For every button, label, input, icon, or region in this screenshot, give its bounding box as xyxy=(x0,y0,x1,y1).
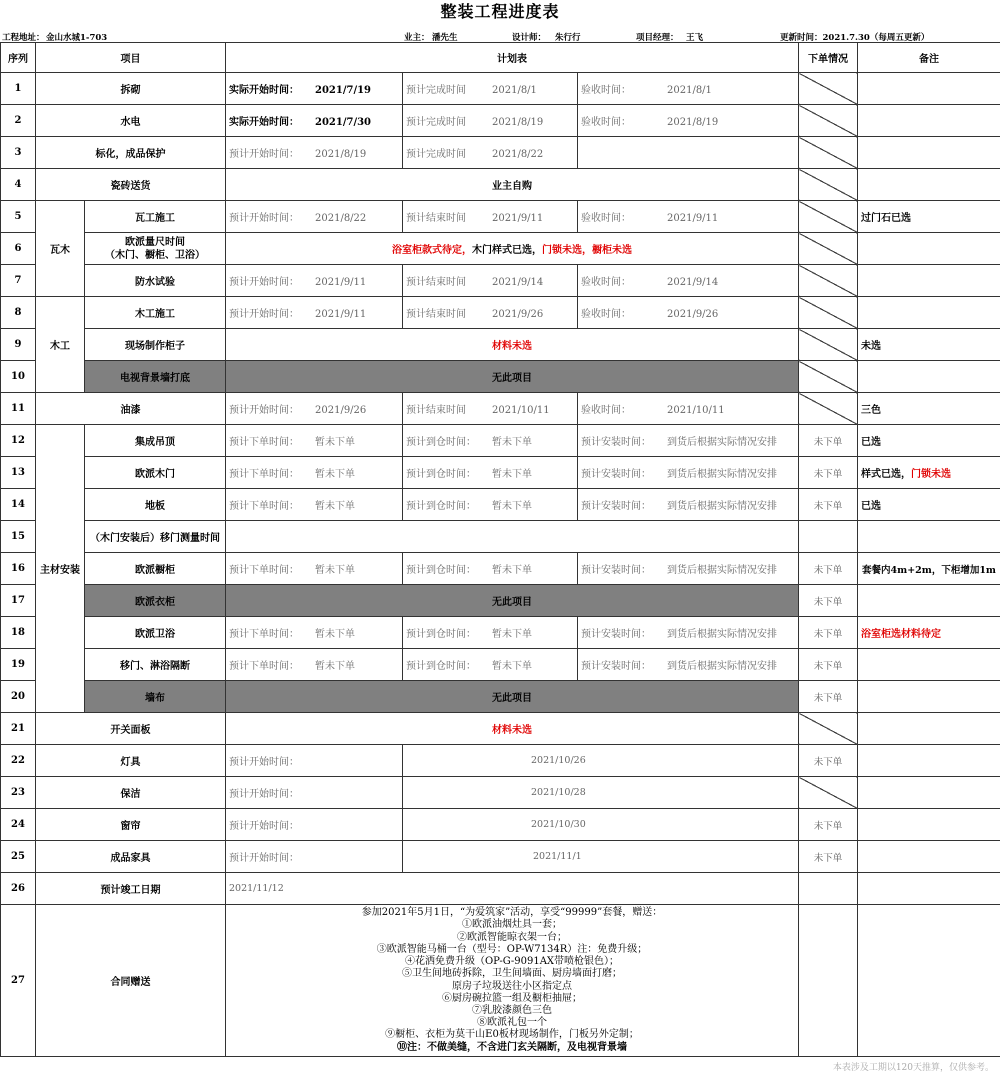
order-status: 未下单 xyxy=(799,841,858,873)
row-item: 窗帘 xyxy=(36,809,226,841)
row-seq: 3 xyxy=(1,137,36,169)
note-cell: 套餐内4m+2m，下柜增加1m xyxy=(858,553,1000,585)
note-cell xyxy=(858,873,1000,905)
plan-accept: 验收时间： 2021/9/11 xyxy=(578,201,799,233)
gift-line: ⑩注：不做美缝，不含进门玄关隔断，及电视背景墙 xyxy=(397,1041,627,1053)
gift-list xyxy=(226,905,799,1057)
row-seq: 16 xyxy=(1,553,36,585)
plan-finish: 预计完成时间 2021/8/19 xyxy=(403,105,578,137)
order-status: 未下单 xyxy=(799,681,858,713)
row-seq: 13 xyxy=(1,457,36,489)
row-item: 欧派衣柜 xyxy=(85,585,226,617)
header-plan: 计划表 xyxy=(226,43,799,73)
plan-arrive: 预计到仓时间： 暂未下单 xyxy=(403,617,578,649)
row-seq: 23 xyxy=(1,777,36,809)
gift-line: ⑤卫生间地砖拆除，卫生间墙面、厨房墙面打磨； xyxy=(402,968,622,980)
plan-text: 无此项目 xyxy=(226,585,799,617)
table-row xyxy=(1,649,1000,681)
plan-text: 材料未选 xyxy=(226,329,799,361)
row-seq: 7 xyxy=(1,265,36,297)
note-cell xyxy=(858,649,1000,681)
note-cell xyxy=(858,745,1000,777)
plan-start: 实际开始时间： 2021/7/19 xyxy=(226,73,403,105)
note-cell: 浴室柜选材料待定 xyxy=(858,617,1000,649)
table-row xyxy=(1,585,1000,617)
row-seq: 20 xyxy=(1,681,36,713)
manager-value: 王飞 xyxy=(686,33,704,43)
table-row xyxy=(1,617,1000,649)
plan-order: 预计下单时间： 暂未下单 xyxy=(226,617,403,649)
row-item: 灯具 xyxy=(36,745,226,777)
row-seq: 10 xyxy=(1,361,36,393)
plan-date: 2021/11/1 xyxy=(403,841,799,873)
plan-finish: 预计结束时间 2021/9/26 xyxy=(403,297,578,329)
note-cell: 过门石已选 xyxy=(858,201,1000,233)
table-row xyxy=(1,329,1000,361)
row-seq: 15 xyxy=(1,521,36,553)
plan-accept: 验收时间： 2021/9/26 xyxy=(578,297,799,329)
table-row xyxy=(1,361,1000,393)
order-status: 未下单 xyxy=(799,809,858,841)
row-item: 标化，成品保护 xyxy=(36,137,226,169)
owner-label: 业主： xyxy=(404,33,430,43)
row-seq: 25 xyxy=(1,841,36,873)
plan-arrive: 预计到仓时间： 暂未下单 xyxy=(403,489,578,521)
row-seq: 27 xyxy=(1,905,36,1057)
group-wood: 木工 xyxy=(36,297,85,393)
table-row xyxy=(1,425,1000,457)
header-seq: 序列 xyxy=(1,43,36,73)
plan-order: 预计下单时间： 暂未下单 xyxy=(226,553,403,585)
table-row xyxy=(1,745,1000,777)
plan-accept xyxy=(578,137,799,169)
header-row xyxy=(1,43,1000,73)
note-cell: 已选 xyxy=(858,489,1000,521)
plan-text: 无此项目 xyxy=(226,361,799,393)
table-row xyxy=(1,201,1000,233)
note-cell xyxy=(858,297,1000,329)
row-seq: 24 xyxy=(1,809,36,841)
owner-value: 潘先生 xyxy=(432,33,458,43)
table-row xyxy=(1,265,1000,297)
row-seq: 21 xyxy=(1,713,36,745)
order-cell xyxy=(799,329,858,361)
table-row xyxy=(1,681,1000,713)
plan-accept: 验收时间： 2021/9/14 xyxy=(578,265,799,297)
table-row xyxy=(1,233,1000,265)
table-row xyxy=(1,521,1000,553)
plan-finish: 预计完成时间 2021/8/22 xyxy=(403,137,578,169)
row-item: 预计竣工日期 xyxy=(36,873,226,905)
header-note: 备注 xyxy=(858,43,1000,73)
gift-line: ⑧欧派礼包一个 xyxy=(477,1017,547,1029)
order-cell xyxy=(799,521,858,553)
order-cell xyxy=(799,873,858,905)
table-row xyxy=(1,489,1000,521)
footnote: 本表涉及工期以120天推算，仅供参考。 xyxy=(832,1063,994,1073)
gift-line: ①欧派油烟灶具一套； xyxy=(462,919,562,931)
order-status: 未下单 xyxy=(799,745,858,777)
plan-install: 预计安装时间： 到货后根据实际情况安排 xyxy=(578,457,799,489)
order-cell xyxy=(799,905,858,1057)
gift-line: ④花洒免费升级（OP-G-9091AX带喷枪银色）； xyxy=(404,956,620,968)
plan-start: 预计开始时间： xyxy=(226,809,403,841)
gift-line: 原房子垃圾送往小区指定点 xyxy=(452,980,572,992)
table-row xyxy=(1,297,1000,329)
row-item: 瓦工施工 xyxy=(85,201,226,233)
plan-start: 预计开始时间： 2021/9/26 xyxy=(226,393,403,425)
table-row xyxy=(1,105,1000,137)
plan-start: 预计开始时间： 2021/8/22 xyxy=(226,201,403,233)
row-item: 欧派卫浴 xyxy=(85,617,226,649)
plan-order: 预计下单时间： 暂未下单 xyxy=(226,489,403,521)
plan-order: 预计下单时间： 暂未下单 xyxy=(226,425,403,457)
row-item: 防水试验 xyxy=(85,265,226,297)
row-seq: 18 xyxy=(1,617,36,649)
order-status: 未下单 xyxy=(799,425,858,457)
row-item: 集成吊顶 xyxy=(85,425,226,457)
row-item: 移门、淋浴隔断 xyxy=(85,649,226,681)
order-cell xyxy=(799,393,858,425)
row-item: 欧派量尺时间 （木门、橱柜、卫浴） xyxy=(85,233,226,265)
row-item: 保洁 xyxy=(36,777,226,809)
manager-label: 项目经理： xyxy=(636,33,679,43)
plan-text: 业主自购 xyxy=(226,169,799,201)
row-item: 现场制作柜子 xyxy=(85,329,226,361)
row-seq: 2 xyxy=(1,105,36,137)
gift-line: ②欧派智能晾衣架一台； xyxy=(457,931,567,943)
designer-label: 设计师： xyxy=(512,33,547,43)
note-cell xyxy=(858,265,1000,297)
note-cell xyxy=(858,713,1000,745)
table-row xyxy=(1,905,1000,1057)
row-item: 水电 xyxy=(36,105,226,137)
row-item: 欧派橱柜 xyxy=(85,553,226,585)
row-seq: 17 xyxy=(1,585,36,617)
plan-text: 浴室柜款式待定，木门样式已选，门锁未选，橱柜未选 xyxy=(226,233,799,265)
note-cell xyxy=(858,585,1000,617)
table-row xyxy=(1,73,1000,105)
note-cell: 已选 xyxy=(858,425,1000,457)
order-status: 未下单 xyxy=(799,585,858,617)
plan-start: 实际开始时间： 2021/7/30 xyxy=(226,105,403,137)
row-seq: 26 xyxy=(1,873,36,905)
note-cell: 三色 xyxy=(858,393,1000,425)
row-seq: 8 xyxy=(1,297,36,329)
note-cell xyxy=(858,105,1000,137)
row-item: 油漆 xyxy=(36,393,226,425)
row-item: 合同赠送 xyxy=(36,905,226,1057)
row-item: 瓷砖送货 xyxy=(36,169,226,201)
plan-finish: 预计完成时间 2021/8/1 xyxy=(403,73,578,105)
plan-text: 无此项目 xyxy=(226,681,799,713)
plan-start: 预计开始时间： 2021/8/19 xyxy=(226,137,403,169)
row-seq: 14 xyxy=(1,489,36,521)
order-status: 未下单 xyxy=(799,617,858,649)
row-item: 成品家具 xyxy=(36,841,226,873)
note-cell xyxy=(858,233,1000,265)
row-seq: 19 xyxy=(1,649,36,681)
row-seq: 5 xyxy=(1,201,36,233)
plan-start: 预计开始时间： xyxy=(226,745,403,777)
plan-install: 预计安装时间： 到货后根据实际情况安排 xyxy=(578,553,799,585)
order-cell xyxy=(799,169,858,201)
gift-line: ⑨橱柜、衣柜为莫干山E0板材现场制作，门板另外定制； xyxy=(385,1029,639,1041)
plan-finish: 预计结束时间 2021/9/11 xyxy=(403,201,578,233)
note-cell xyxy=(858,137,1000,169)
gift-line: ⑥厨房碗拉篮一组及橱柜抽屉； xyxy=(442,992,582,1004)
table-row xyxy=(1,393,1000,425)
plan-date: 2021/10/26 xyxy=(403,745,799,777)
gift-line: ⑦乳胶漆颜色三色 xyxy=(472,1004,552,1016)
row-item: 木工施工 xyxy=(85,297,226,329)
plan-start: 预计开始时间： xyxy=(226,777,403,809)
order-cell xyxy=(799,105,858,137)
group-tile: 瓦木 xyxy=(36,201,85,297)
gift-line: ③欧派智能马桶一台（型号：OP-W7134R）注：免费升级； xyxy=(376,943,648,955)
table-row xyxy=(1,137,1000,169)
sheet-title: 整装工程进度表 xyxy=(440,2,560,21)
order-status: 未下单 xyxy=(799,457,858,489)
order-cell xyxy=(799,361,858,393)
row-seq: 12 xyxy=(1,425,36,457)
plan-order: 预计下单时间： 暂未下单 xyxy=(226,649,403,681)
plan-accept: 验收时间： 2021/10/11 xyxy=(578,393,799,425)
order-cell xyxy=(799,265,858,297)
plan-start: 预计开始时间： xyxy=(226,841,403,873)
table-row xyxy=(1,777,1000,809)
row-seq: 9 xyxy=(1,329,36,361)
table-row xyxy=(1,873,1000,905)
plan-date: 2021/10/30 xyxy=(403,809,799,841)
order-cell xyxy=(799,201,858,233)
row-seq: 6 xyxy=(1,233,36,265)
note-cell: 未选 xyxy=(858,329,1000,361)
table-row xyxy=(1,169,1000,201)
plan-install: 预计安装时间： 到货后根据实际情况安排 xyxy=(578,649,799,681)
note-cell xyxy=(858,841,1000,873)
row-seq: 1 xyxy=(1,73,36,105)
table-row xyxy=(1,713,1000,745)
completion-date: 2021/11/12 xyxy=(226,873,799,905)
order-cell xyxy=(799,777,858,809)
row-seq: 4 xyxy=(1,169,36,201)
row-item: （木门安装后）移门测量时间 xyxy=(85,521,226,553)
note-cell xyxy=(858,169,1000,201)
order-cell xyxy=(799,297,858,329)
row-seq: 11 xyxy=(1,393,36,425)
row-item: 墙布 xyxy=(85,681,226,713)
plan-arrive: 预计到仓时间： 暂未下单 xyxy=(403,457,578,489)
note-cell xyxy=(858,521,1000,553)
plan-text: 材料未选 xyxy=(226,713,799,745)
address-value: 金山水城1-703 xyxy=(46,33,108,43)
update-time: 更新时间：2021.7.30（每周五更新） xyxy=(780,33,930,43)
plan-text xyxy=(226,521,799,553)
plan-install: 预计安装时间： 到货后根据实际情况安排 xyxy=(578,425,799,457)
plan-start: 预计开始时间： 2021/9/11 xyxy=(226,297,403,329)
row-item: 电视背景墙打底 xyxy=(85,361,226,393)
row-item: 开关面板 xyxy=(36,713,226,745)
table-row xyxy=(1,841,1000,873)
row-item: 地板 xyxy=(85,489,226,521)
note-cell xyxy=(858,905,1000,1057)
order-status: 未下单 xyxy=(799,649,858,681)
plan-arrive: 预计到仓时间： 暂未下单 xyxy=(403,553,578,585)
plan-order: 预计下单时间： 暂未下单 xyxy=(226,457,403,489)
plan-accept: 验收时间： 2021/8/19 xyxy=(578,105,799,137)
note-cell xyxy=(858,777,1000,809)
note-cell: 样式已选，门锁未选 xyxy=(858,457,1000,489)
table-row xyxy=(1,457,1000,489)
note-cell xyxy=(858,681,1000,713)
plan-date: 2021/10/28 xyxy=(403,777,799,809)
header-order: 下单情况 xyxy=(799,43,858,73)
group-material: 主材安装 xyxy=(36,425,85,713)
plan-accept: 验收时间： 2021/8/1 xyxy=(578,73,799,105)
address-label: 工程地址： xyxy=(2,33,45,43)
row-item: 欧派木门 xyxy=(85,457,226,489)
plan-start: 预计开始时间： 2021/9/11 xyxy=(226,265,403,297)
order-status: 未下单 xyxy=(799,489,858,521)
note-cell xyxy=(858,73,1000,105)
row-seq: 22 xyxy=(1,745,36,777)
note-cell xyxy=(858,809,1000,841)
order-cell xyxy=(799,233,858,265)
designer-value: 朱行行 xyxy=(555,33,581,43)
order-status: 未下单 xyxy=(799,553,858,585)
table-row xyxy=(1,809,1000,841)
plan-finish: 预计结束时间 2021/9/14 xyxy=(403,265,578,297)
header-item: 项目 xyxy=(36,43,226,73)
order-cell xyxy=(799,137,858,169)
table-row xyxy=(1,553,1000,585)
order-cell xyxy=(799,713,858,745)
plan-arrive: 预计到仓时间： 暂未下单 xyxy=(403,425,578,457)
plan-finish: 预计结束时间 2021/10/11 xyxy=(403,393,578,425)
gift-line: 参加2021年5月1日，“为爱筑家”活动，享受“99999”套餐，赠送： xyxy=(361,907,663,919)
order-cell xyxy=(799,73,858,105)
row-item: 拆砌 xyxy=(36,73,226,105)
note-cell xyxy=(858,361,1000,393)
plan-install: 预计安装时间： 到货后根据实际情况安排 xyxy=(578,617,799,649)
plan-arrive: 预计到仓时间： 暂未下单 xyxy=(403,649,578,681)
progress-table xyxy=(0,42,1000,1057)
plan-install: 预计安装时间： 到货后根据实际情况安排 xyxy=(578,489,799,521)
